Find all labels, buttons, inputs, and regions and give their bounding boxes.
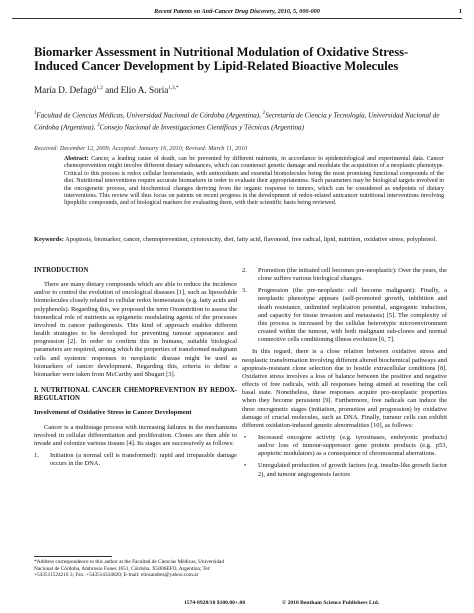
abnormality-text: Unregulated production of growth factors (e.g. insulin-like growth factor 2), and tumour angiogenesis factors [258, 462, 447, 478]
page-number: 1 [458, 8, 462, 15]
stage-item [34, 452, 237, 468]
author-line: María D. Defagó$^{1,2}$ and Elio A. Soria$^{1,3,*}$ [34, 85, 179, 95]
stage-list-right [242, 267, 447, 344]
abstract-label: Abstract: [64, 156, 89, 162]
keywords [34, 236, 444, 245]
stage-text: Progression (the pre-neoplastic cell become malignant): Finally, a neoplastic phenotype appears (self-promoted growth, inhibition and death resistance, unlimited replication potential, angiogenic induction, and capacity for tissue invasion and metastasis) [5]. The complexity of this process is increased by the cellular heterotypic microenvironment created within the tumour, with both malignant sub-clones and normal connective cells conditioning illness evolution [6, 7]. [258, 287, 447, 344]
correspondence-footnote: *Address correspondence to this author at the Facultad de Ciencias Médicas, Universidad Nacional de Córdoba, Ambrosio Funes 1651, Córdoba, X5006EFO, Argentina; Tel: +543511524216 3; Fax: +543514334020; E-mail: eliosandres@yahoo.com.ar [34, 559, 225, 579]
journal-header [0, 8, 474, 15]
stage-text: Initiation (a normal cell is transformed): rapid and irreparable damage occurs in the DNA. [50, 451, 237, 468]
cancer-paragraph: Cancer is a multistage process with increasing failures in the mechanisms involved in cellular differentiation and proliferation. Clones are then able to invade and colonize various tissues [4]. Its stages are successively as follows: [34, 423, 237, 447]
article-title: Biomarker Assessment in Nutritional Modulation of Oxidative Stress-Induced Cancer Development by Lipid-Related Bioactive Molecules [34, 45, 409, 73]
stage-number: 1. [34, 451, 39, 459]
submission-dates: Received: December 12, 2009; Accepted: January 16, 2010; Revised: March 11, 2010 [34, 145, 248, 152]
abnormality-item [242, 434, 447, 458]
section-heading: I. NUTRITIONAL CANCER CHEMOPREVENTION BY REDOX-REGULATION [34, 387, 237, 403]
abstract-text: Cancer, a leading cause of death, can be prevented by different nutrients, in accordance to epidemiological and experimental data. Cancer chemoprevention might involve different dietary substances, which can counteract genetic damage and modulate the acquisition of a neoplastic phenotype. Critical to this process is redox cellular homeostasis, with antioxidants and essential biomolecules being the most promising functional compounds of the diet. Nutritional interventions require accurate biomarkers in order to evaluate their appropriateness. Such parameters may be biological targets involved in the oncogenetic process, and biochemical changes deriving from the organic response to tumors, which can be considered as endpoints of dietary interventions. This review will thus focus on patents on recent progress in the development of redox-related anticancer nutritional interventions involving lipophilic compounds, and of biological markers for evaluating them, with their scientific basis being reviewed. [64, 156, 444, 207]
stage-list-left [34, 452, 237, 468]
stage-text: Promotion (the initiated cell becomes pre-neoplastic): Over the years, the clone suffers various biological changes. [258, 267, 447, 283]
intro-heading: INTRODUCTION [34, 267, 89, 274]
stage-item [242, 287, 447, 344]
abnormality-item [242, 462, 447, 478]
issn-price: 1574-8928/10 $100.00+.00 [184, 600, 246, 606]
redox-paragraph: In this regard, there is a close relation between oxidative stress and neoplastic transformation involving different altered biochemical pathways and apoptosis-resistant clone selection due to hostile extracellular conditions [8]. Oxidative stress involves a loss of balance between the positive and negative effects of free radicals, with all responses being aimed at resetting the cell basal state. Nonetheless, these responses acquire pro-neoplastic properties when they become persistent [9]. Furthermore, free radicals can induce the three oncogenetic stages (initiation, promotion and progression) by oxidative damage of crucial molecules, such as DNA. Finally, tumour cells can exhibit different oxidation-induced genetic abnormalities [10], as follows: [242, 348, 447, 429]
stage-number: 2. [242, 267, 247, 274]
bullet-icon: • [244, 433, 247, 441]
header-rule [12, 18, 462, 19]
stage-number: 3. [242, 287, 247, 295]
abnormality-list [242, 434, 447, 479]
affiliations: $^1$Facultad de Ciencias Médicas, Universidad Nacional de Córdoba (Argentina), $^2$Secretaría de Ciencia y Tecnología, Universidad Nacional de Córdoba (Argentina), $^3$Consejo Nacional de Investigaciones Científicas y Técnicas (Argentina) [34, 111, 440, 132]
journal-citation: Recent Patents on Anti-Cancer Drug Discovery, 2010, 5, 000-000 [154, 8, 320, 15]
keywords-label: Keywords: [34, 236, 64, 243]
stage-item [242, 267, 447, 283]
footnote-rule [34, 556, 112, 557]
copyright: © 2010 Bentham Science Publishers Ltd. [282, 600, 380, 606]
left-column [34, 267, 237, 468]
subsection-heading: Involvement of Oxidative Stress in Cancer Development [34, 409, 192, 417]
abnormality-text: Increased oncogene activity (e.g. tyrosinases, embryonic products) and/or loss of tumour-suppressor gene protein products (e.g. p53, apoptotic modulators) as a consequence of chromosomal aberrations. [258, 433, 447, 458]
keywords-text: Apoptosis, biomarker, cancer, chemoprevention, cytotoxicity, diet, fatty acid, flavonoid, free radical, lipid, nutrition, oxidative stress, polyphenol. [63, 236, 437, 243]
right-column [242, 267, 447, 479]
abstract [64, 156, 444, 208]
bullet-icon: • [244, 462, 247, 470]
intro-paragraph: There are many dietary compounds which are able to reduce the incidence and/or to control the evolution of oncological diseases [1], such as liposoluble biomolecules closely related to cellular redox homeostasis (e.g. fatty acids and polyphenols). Regarding this, we proposed the term Oxonutrition to assess the biomedical role of nutrients as epigenetic modulating agents of the processes involved in cancer pathogenesis. This kind of approach enables different health strategies to be developed for preventing tumour appearance and progression [2]. In order to confirm this in humans, suitable biological parameters are required, among which the properties of transformed malignant cells and systemic responses to neoplastic disease might be used as biomarkers of cancer development. Regarding this, criteria to define a biomarker were taken from McCarthy and Shugart [3]. [34, 281, 237, 378]
